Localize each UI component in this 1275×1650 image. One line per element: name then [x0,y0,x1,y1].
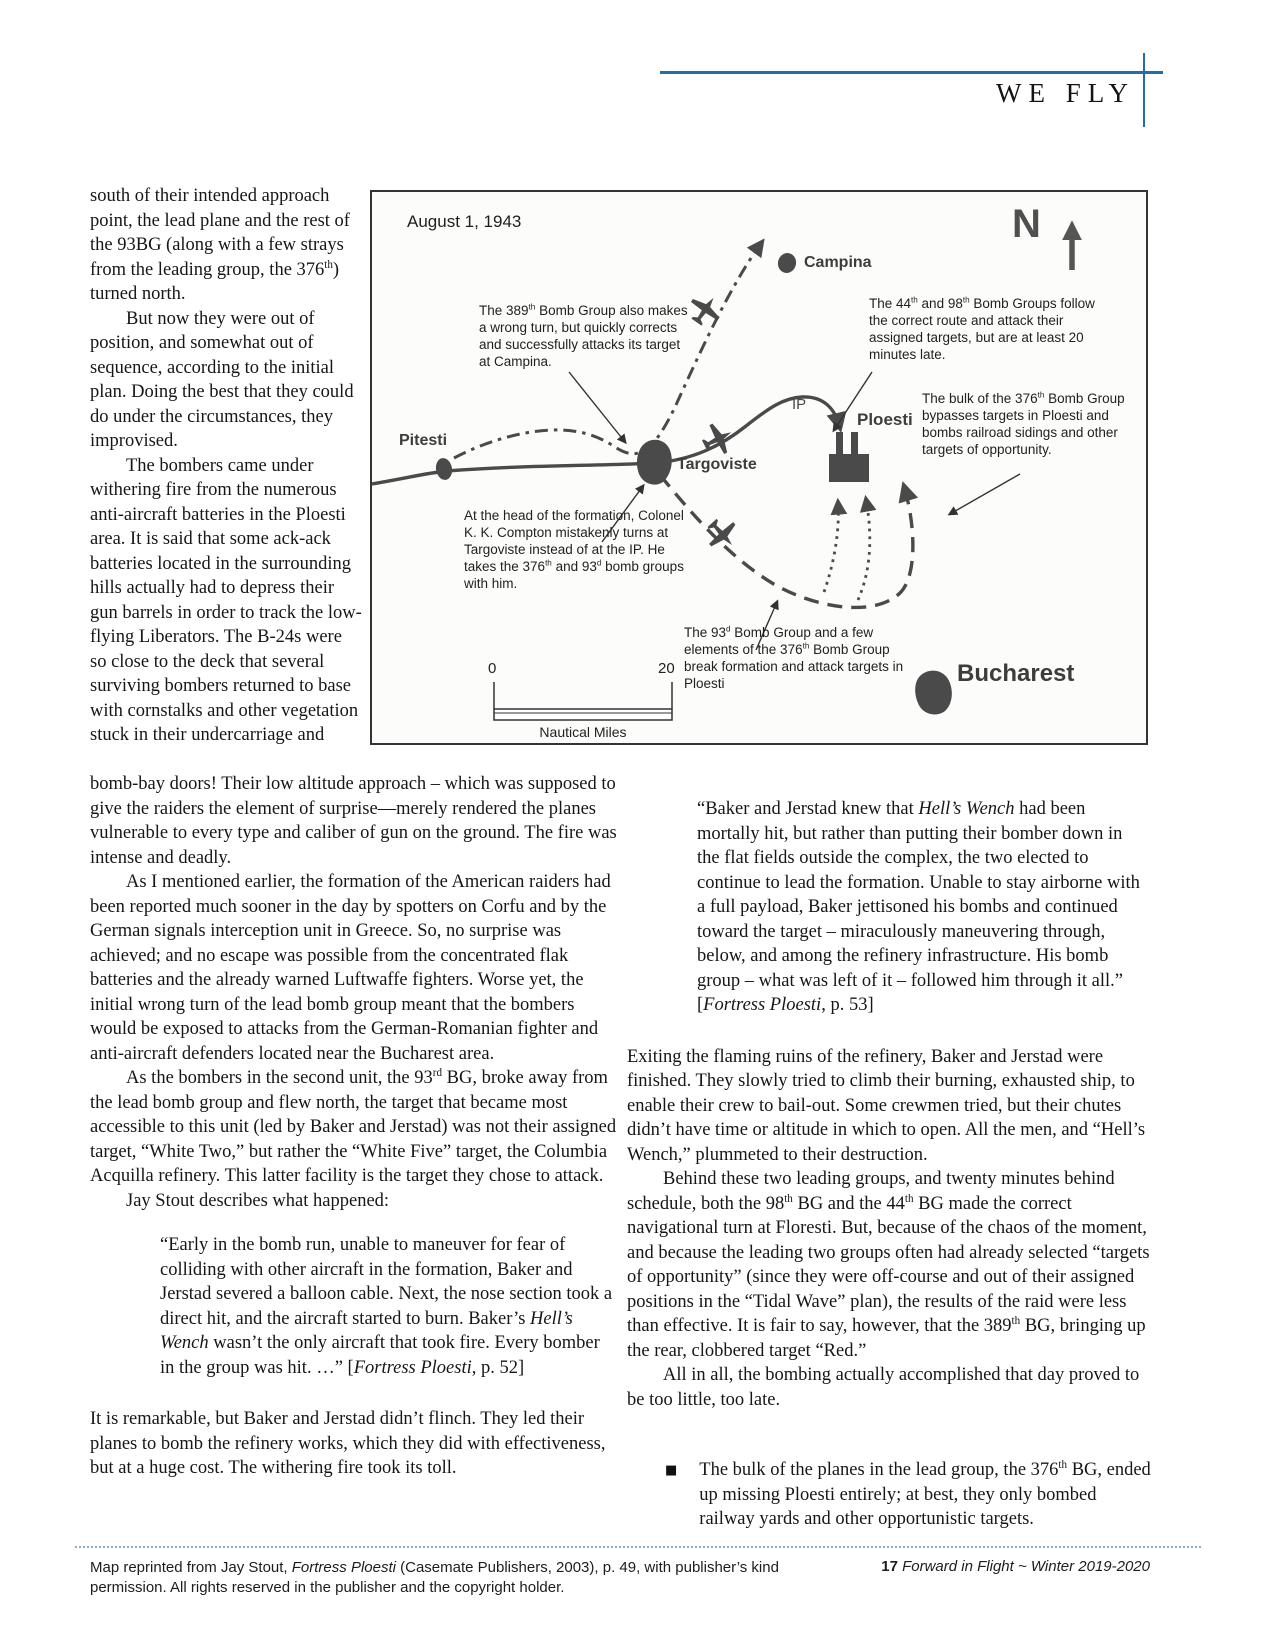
map-annotation-44th-98th: The 44th and 98th Bomb Groups follow the correct route and attack their assigned targets, but are at least 20 minutes late. [869,295,1095,362]
compass-north-label: N [1012,202,1041,246]
town-label-targoviste: Targoviste [677,456,757,473]
page-title: WE FLY [995,78,1135,108]
bomber-icon [700,512,744,556]
pitesti-marker [434,457,454,481]
article-paragraph: As I mentioned earlier, the formation of the American raiders had been reported much sooner in the day by spotters on Corfu and by the German signals interception unit in Greece. So, no surprise was achieved; and no escape was possible from the concentrated flak batteries and the already warned Luftwaffe fighters. Worse yet, the initial wrong turn of the lead bomb group meant that the bombers would be exposed to attacks from the German-Romanian fighter and anti-aircraft defenders located near the Bucharest area. [90,872,611,1064]
pointer-arrow-389th [569,372,625,442]
header-rule-horizontal [660,71,1163,74]
article-paragraph: It is remarkable, but Baker and Jerstad didn’t flinch. They led their planes to bomb the refinery works, which they did with effectiveness, but at a huge cost. The withering fire took its toll. [90,1409,606,1478]
article-paragraph: The bombers came under withering fire from the numerous anti-aircraft batteries in the Ploesti area. It is said that some ack-ack batteries located in the surrounding hills actually had to depress their gun barrels in order to track the low-flying Liberators. The B-24s were so close to the deck that several surviving bombers returned to base with cornstalks and other vegetation stuck in their undercarriage and [90,455,362,745]
map-annotation-389th: The 389th Bomb Group also makes a wrong turn, but quickly corrects and successfully attacks its target at Campina. [479,302,688,369]
article-paragraph: bomb-bay doors! Their low altitude approach – which was supposed to give the raiders the element of surprise—merely rendered the planes vulnerable to every type and caliber of gun on the ground. The fire was intense and deadly. [90,774,617,868]
map-annotation-93rd: The 93$^d$ Bomb Group and a few elements of the 376th Bomb Group break formation and attack targets in Ploesti [684,624,904,691]
article-paragraph: Jay Stout describes what happened: [126,1190,390,1211]
article-paragraph: But now they were out of position, and somewhat out of sequence, according to the initial plan. Doing the best that they could do under the circumstances, they improvised. [90,308,354,451]
town-label-campina: Campina [804,254,872,271]
bullet-item-text: The bulk of the planes in the lead group, the 376th BG, ended up missing Ploesti entirely; at best, they only bombed railway yards and other opportunistic targets. [699,1458,1151,1529]
scale-unit-label: Nautical Miles [539,724,627,740]
bullet-list-item [665,1458,1152,1532]
article-paragraph: Exiting the flaming ruins of the refinery, Baker and Jerstad were finished. They slowly tried to climb their burning, exhausted ship, to enable their crew to bail-out. Some crewmen tried, but their chutes didn’t have time or altitude in which to open. All the men, and “Hell’s Wench,” plummeted to their destruction. [627,1046,1146,1165]
article-paragraph: As the bombers in the second unit, the 93rd BG, broke away from the lead bomb group and flew north, the target that became most accessible to this unit (led by Baker and Jerstad) was not their assigned target, “White Two,” but rather the “White Five” target, the Columbia Acquilla refinery. This latter facility is the target they chose to attack. [90,1066,617,1186]
ip-label: IP [792,396,807,413]
bullet-square-icon: ■ [665,1463,678,1478]
scale-end-label: 20 [658,660,675,677]
footer-credit: Map reprinted from Jay Stout, Fortress Ploesti (Casemate Publishers, 2003), p. 49, with publisher’s kind permission. All rights reserved in the publisher and the copyright holder. [90,1559,779,1596]
article-paragraph: south of their intended approach point, the lead plane and the rest of the 93BG (along with a few strays from the leading group, the 376th) turned north. [90,186,350,304]
route-attack-dotted-1 [824,502,838,592]
article-column-left-top [90,184,362,748]
ploesti-refinery-icon [829,432,869,482]
pointer-arrow-376-bulk [950,474,1020,514]
bucharest-marker [915,671,952,715]
town-label-pitesti: Pitesti [399,432,448,449]
town-label-ploesti: Ploesti [857,410,913,429]
targoviste-marker [637,440,672,485]
article-paragraph: All in all, the bombing actually accomplished that day proved to be too little, too late. [627,1365,1140,1410]
bomber-icon [697,418,738,460]
town-label-bucharest: Bucharest [957,660,1075,687]
map-figure [370,190,1148,745]
footer-page-info: 17 Forward in Flight ~ Winter 2019-2020 [881,1558,1150,1575]
article-blockquote: “Early in the bomb run, unable to maneuver for fear of colliding with other aircraft in the formation, Baker and Jerstad severed a balloon cable. Next, the nose section took a direct hit, and the aircraft started to burn. Baker’s Hell’s Wench wasn’t the only aircraft that took fire. Every bomber in the group was hit. …” [Fortress Ploesti, p. 52] [160,1235,613,1378]
scale-start-label: 0 [488,660,497,677]
route-attack-dotted-2 [858,499,870,600]
map-annotation-376th-bulk: The bulk of the 376th Bomb Group bypasses targets in Ploesti and bombs railroad sidings and other targets of opportunity. [922,390,1125,457]
map-annotation-compton: At the head of the formation, Colonel K. K. Compton mistakenly turns at Targoviste instead of at the IP. He takes the 376th and 93$^d$ bomb groups with him. [464,508,684,591]
article-blockquote: “Baker and Jerstad knew that Hell’s Wench had been mortally hit, but rather than putting their bomber down in the flat fields outside the complex, the two elected to continue to lead the formation. Unable to stay airborne with a full payload, Baker jettisoned his bombs and continued toward the target – miraculously maneuvering through, below, and among the refinery infrastructure. His bomb group – what was left of it – followed him through it all.” [Fortress Ploesti, p. 53] [697,799,1140,1015]
header-rule-vertical [1143,53,1145,127]
article-paragraph: Behind these two leading groups, and twenty minutes behind schedule, both the 98th BG and the 44th BG made the correct navigational turn at Floresti. But, because of the chaos of the moment, and because the leading two groups often had already selected “targets of opportunity” (since they were off-course and out of their assigned positions in the “Tidal Wave” plan), the results of the raid were less than effective. It is fair to say, however, that the 389th BG, bringing up the rear, clobbered target “Red.” [627,1169,1150,1361]
scale-bar [494,682,672,720]
footer-divider [75,1546,1201,1548]
route-93rd-dashed [660,475,913,607]
campina-marker [776,251,799,275]
map-date-label: August 1, 1943 [407,212,522,231]
article-column-left-bottom [90,772,624,1481]
article-column-right [627,797,1152,1532]
